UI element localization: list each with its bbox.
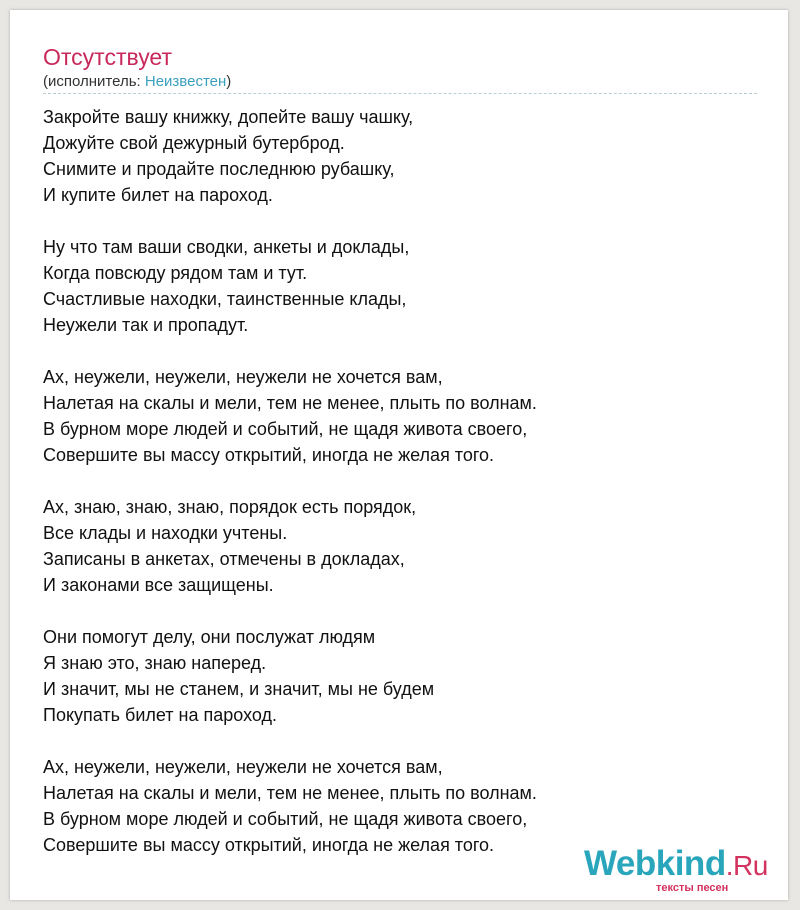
lyric-line: Совершите вы массу открытий, иногда не желая того. (43, 445, 495, 465)
lyric-blank-line (43, 728, 763, 754)
lyric-line: Неужели так и пропадут. (43, 315, 249, 335)
artist-line (43, 73, 231, 91)
artist-suffix: ) (226, 73, 232, 90)
webkind-logo[interactable] (584, 844, 784, 894)
lyric-line: В бурном море людей и событий, не щадя живота своего, (43, 419, 528, 439)
lyric-line: Дожуйте свой дежурный бутерброд. (43, 133, 345, 153)
logo-wordmark (584, 844, 768, 886)
lyric-line: И купите билет на пароход. (43, 185, 273, 205)
lyric-line: И значит, мы не станем, и значит, мы не будем (43, 679, 435, 699)
logo-tagline: тексты песен (656, 882, 729, 894)
lyric-line: Ах, неужели, неужели, неужели не хочется вам, (43, 757, 443, 777)
lyric-line: Налетая на скалы и мели, тем не менее, плыть по волнам. (43, 783, 537, 803)
lyric-blank-line (43, 598, 763, 624)
lyric-line: Все клады и находки учтены. (43, 523, 288, 543)
lyric-line: Они помогут делу, они послужат людям (43, 627, 376, 647)
lyric-blank-line (43, 468, 763, 494)
artist-link[interactable]: Неизвестен (144, 73, 227, 90)
lyric-line: Ах, знаю, знаю, знаю, порядок есть порядок, (43, 497, 417, 517)
divider (43, 93, 757, 94)
lyric-line: Покупать билет на пароход. (43, 705, 277, 725)
logo-tld: .Ru (725, 850, 768, 881)
lyrics-text (43, 104, 763, 858)
lyric-line: И законами все защищены. (43, 575, 274, 595)
lyric-line: Совершите вы массу открытий, иногда не желая того. (43, 835, 495, 855)
lyric-line: Закройте вашу книжку, допейте вашу чашку, (43, 107, 414, 127)
lyric-line: Налетая на скалы и мели, тем не менее, плыть по волнам. (43, 393, 537, 413)
lyric-line: Ну что там ваши сводки, анкеты и доклады, (43, 237, 410, 257)
song-title: Отсутствует (43, 44, 172, 70)
lyric-line: Ах, неужели, неужели, неужели не хочется вам, (43, 367, 443, 387)
lyric-blank-line (43, 208, 763, 234)
lyric-line: Счастливые находки, таинственные клады, (43, 289, 407, 309)
lyric-line: Когда повсюду рядом там и тут. (43, 263, 308, 283)
lyric-line: Я знаю это, знаю наперед. (43, 653, 267, 673)
logo-name: Webkind (584, 844, 726, 883)
artist-prefix: (исполнитель: (43, 73, 145, 90)
song-card (10, 10, 788, 900)
lyric-line: В бурном море людей и событий, не щадя живота своего, (43, 809, 528, 829)
lyric-blank-line (43, 338, 763, 364)
lyric-line: Записаны в анкетах, отмечены в докладах, (43, 549, 405, 569)
lyric-line: Снимите и продайте последнюю рубашку, (43, 159, 395, 179)
